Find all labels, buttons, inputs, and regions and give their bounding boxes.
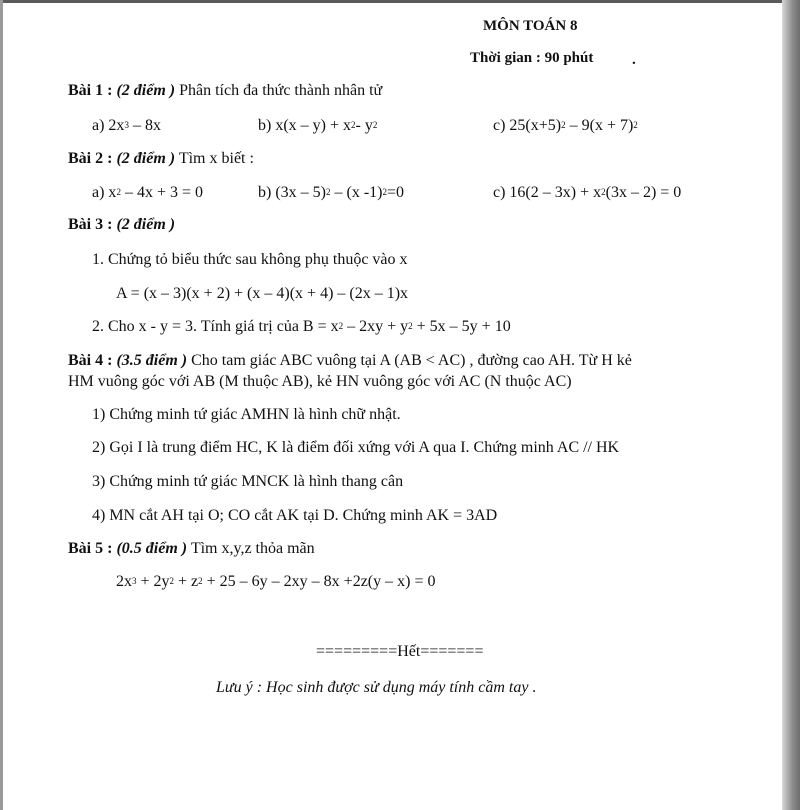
bai4-q2: 2) Gọi I là trung điểm HC, K là điểm đối xứng với A qua I. Chứng minh AC // HK	[92, 439, 620, 456]
bai1-heading	[68, 81, 382, 101]
bai3-q1-expression: A = (x – 3)(x + 2) + (x – 4)(x + 4) – (2x – 1)x	[116, 285, 409, 302]
bai2-a: a) $x^2 - 4x + 3 = 0$	[92, 184, 203, 201]
page-right-shadow	[782, 0, 800, 810]
bai2-b: b) (3x – 5)$^2$ – (x -1)$^2$=0	[258, 184, 404, 201]
bai3-heading	[68, 215, 175, 235]
page-top-edge	[0, 0, 800, 3]
bai2-label: Bài 2 :	[68, 150, 113, 167]
end-marker: =========Hết=======	[316, 643, 484, 660]
subject-title: MÔN TOÁN 8	[483, 18, 578, 34]
bai2-heading	[68, 149, 254, 169]
bai4-q4: 4) MN cắt AH tại O; CO cắt AK tại D. Chứng minh AK = 3AD	[92, 507, 498, 524]
bai4-label: Bài 4 :	[68, 352, 113, 369]
footer-note: Lưu ý : Học sinh được sử dụng máy tính cầm tay .	[216, 679, 537, 696]
bai5-label: Bài 5 :	[68, 540, 113, 557]
exam-time: Thời gian : 90 phút	[470, 50, 594, 66]
bai4-line2: HM vuông góc với AB (M thuộc AB), kẻ HN vuông góc với AC (N thuộc AC)	[68, 373, 572, 390]
bai4-points: (3.5 điểm )	[116, 352, 188, 369]
bai1-a: a) $2x^3 - 8x$	[92, 117, 161, 134]
bai1-c: c) $25(x+5)^2 - 9(x + 7)^2$	[493, 117, 638, 134]
bai3-q1: 1. Chứng tỏ biểu thức sau không phụ thuộc vào x	[92, 251, 408, 268]
bai2-points: (2 điểm )	[116, 150, 176, 167]
bai5-points: (0.5 điểm )	[116, 540, 188, 557]
header-dot: .	[632, 52, 636, 68]
bai1-label: Bài 1 :	[68, 82, 113, 99]
bai3-label: Bài 3 :	[68, 216, 113, 233]
page-left-edge	[0, 0, 3, 810]
bai4-line1: Cho tam giác ABC vuông tại A (AB < AC) , đường cao AH. Từ H kẻ	[191, 352, 632, 369]
bai3-points: (2 điểm )	[116, 216, 176, 233]
bai5-task: Tìm x,y,z thỏa mãn	[190, 540, 315, 557]
bai1-task: Phân tích đa thức thành nhân tử	[179, 82, 383, 99]
bai4-heading	[68, 351, 632, 371]
bai1-points: (2 điểm )	[116, 82, 176, 99]
bai4-q1: 1) Chứng minh tứ giác AMHN là hình chữ nhật.	[92, 406, 401, 423]
bai2-c: c) $16(2 - 3x) + x^2(3x - 2) = 0$	[493, 184, 682, 201]
bai2-task: Tìm x biết :	[178, 150, 254, 167]
bai4-q3: 3) Chứng minh tứ giác MNCK là hình thang cân	[92, 473, 404, 490]
bai3-q2: 2. Cho x - y = 3. Tính giá trị của $B = x^2 - 2xy + y^2 + 5x - 5y + 10$	[92, 318, 511, 335]
bai5-heading	[68, 539, 315, 559]
bai5-equation: $2x^3 + 2y^2 + z^2 + 25 - 6y - 2xy - 8x +2z(y - x) = 0$	[116, 573, 436, 590]
bai1-b: b) $x(x - y) + x^2-$ $y^2$	[258, 117, 378, 134]
